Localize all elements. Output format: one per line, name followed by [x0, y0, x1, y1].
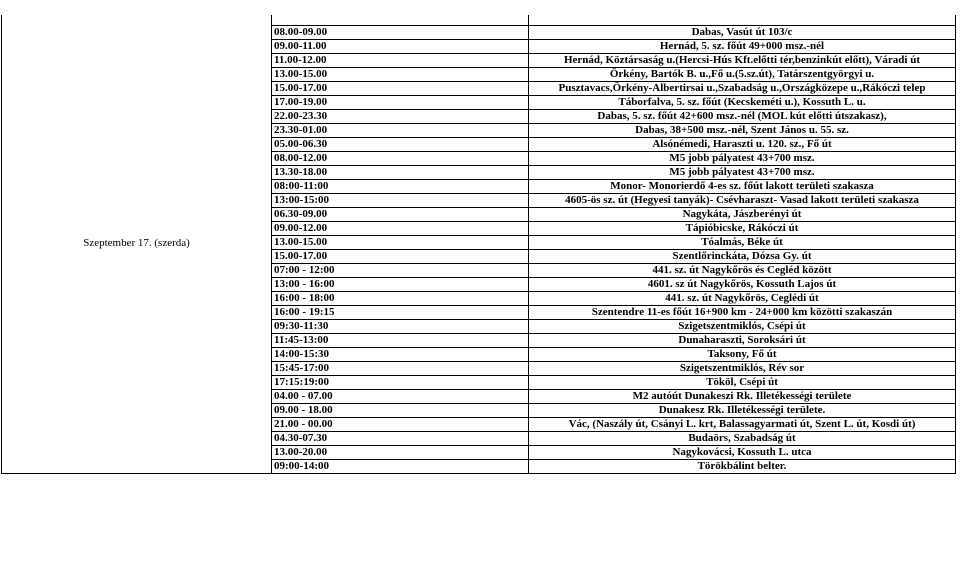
location-cell: Tököl, Csépi út — [529, 375, 956, 389]
time-cell: 15.00-17.00 — [272, 249, 529, 263]
time-cell: 16:00 - 19:15 — [272, 305, 529, 319]
time-cell: 07:00 - 12:00 — [272, 263, 529, 277]
time-cell: 13:00-15:00 — [272, 193, 529, 207]
location-cell: Dunaharaszti, Soroksári út — [529, 333, 956, 347]
date-cell: Szeptember 17. (szerda) — [2, 15, 272, 473]
location-cell: Dunakesz Rk. Illetékességi területe. — [529, 403, 956, 417]
location-cell: Táborfalva, 5. sz. főút (Kecskeméti u.), Kossuth L. u. — [529, 95, 956, 109]
table-row — [2, 15, 956, 25]
location-cell: Hernád, Köztársaság u.(Hercsi-Hús Kft.előtti tér,benzinkút előtt), Váradi út — [529, 53, 956, 67]
location-cell: Dabas, Vasút út 103/c — [529, 25, 956, 39]
time-cell: 11:45-13:00 — [272, 333, 529, 347]
location-cell: Tóalmás, Béke út — [529, 235, 956, 249]
location-cell: M5 jobb pályatest 43+700 msz. — [529, 165, 956, 179]
location-cell: Nagykovácsi, Kossuth L. utca — [529, 445, 956, 459]
time-cell: 08.00-12.00 — [272, 151, 529, 165]
location-cell: Szigetszentmiklós, Csépi út — [529, 319, 956, 333]
location-cell: Pusztavacs,Örkény-Albertirsai u.,Szabadság u.,Országközepe u.,Rákóczi telep — [529, 81, 956, 95]
time-cell: 09:00-14:00 — [272, 459, 529, 473]
time-cell: 04.30-07.30 — [272, 431, 529, 445]
time-cell: 21.00 - 00.00 — [272, 417, 529, 431]
time-cell: 09.00-12.00 — [272, 221, 529, 235]
location-cell: Szentendre 11-es főút 16+900 km - 24+000 km közötti szakaszán — [529, 305, 956, 319]
location-cell: 441. sz. út Nagykőrös, Ceglédi út — [529, 291, 956, 305]
location-cell: Örkény, Bartók B. u.,Fő u.(5.sz.út), Tatárszentgyörgyi u. — [529, 67, 956, 81]
location-cell: Dabas, 38+500 msz.-nél, Szent János u. 55. sz. — [529, 123, 956, 137]
location-cell: 4605-ös sz. út (Hegyesi tanyák)- Csévharaszt- Vasad lakott területi szakasza — [529, 193, 956, 207]
time-cell: 16:00 - 18:00 — [272, 291, 529, 305]
location-cell: Taksony, Fő út — [529, 347, 956, 361]
location-cell: Tápióbicske, Rákóczi út — [529, 221, 956, 235]
location-cell: Szigetszentmiklós, Rév sor — [529, 361, 956, 375]
location-cell: Monor- Monorierdő 4-es sz. főút lakott területi szakasza — [529, 179, 956, 193]
time-cell: 13.00-15.00 — [272, 235, 529, 249]
time-cell: 14:00-15:30 — [272, 347, 529, 361]
location-cell: Budaörs, Szabadság út — [529, 431, 956, 445]
time-cell: 15:45-17:00 — [272, 361, 529, 375]
location-cell: 441. sz. út Nagykőrös és Cegléd között — [529, 263, 956, 277]
time-cell: 06.30-09.00 — [272, 207, 529, 221]
schedule-body — [2, 15, 956, 473]
location-cell: Alsónémedi, Haraszti u. 120. sz., Fő út — [529, 137, 956, 151]
location-cell: Törökbálint belter. — [529, 459, 956, 473]
time-cell: 08.00-09.00 — [272, 25, 529, 39]
time-cell: 09.00 - 18.00 — [272, 403, 529, 417]
time-cell: 13.30-18.00 — [272, 165, 529, 179]
time-cell: 08:00-11:00 — [272, 179, 529, 193]
location-cell: Nagykáta, Jászberényi út — [529, 207, 956, 221]
time-cell: 17:15:19:00 — [272, 375, 529, 389]
time-cell: 09.00-11.00 — [272, 39, 529, 53]
time-cell: 15.00-17.00 — [272, 81, 529, 95]
location-cell: Hernád, 5. sz. főút 49+000 msz.-nél — [529, 39, 956, 53]
time-cell: 13.00-15.00 — [272, 67, 529, 81]
time-cell: 05.00-06.30 — [272, 137, 529, 151]
time-cell: 22.00-23.30 — [272, 109, 529, 123]
location-cell: Dabas, 5. sz. főút 42+600 msz.-nél (MOL kút előtti útszakasz), — [529, 109, 956, 123]
time-cell: 13:00 - 16:00 — [272, 277, 529, 291]
location-cell — [529, 15, 956, 25]
time-cell: 17.00-19.00 — [272, 95, 529, 109]
location-cell: Szentlőrinckáta, Dózsa Gy. út — [529, 249, 956, 263]
location-cell: M2 autóút Dunakeszi Rk. Illetékességi területe — [529, 389, 956, 403]
time-cell: 23.30-01.00 — [272, 123, 529, 137]
schedule-table — [1, 15, 956, 474]
time-cell: 09:30-11:30 — [272, 319, 529, 333]
time-cell: 13.00-20.00 — [272, 445, 529, 459]
location-cell: Vác, (Naszály út, Csányi L. krt, Balassagyarmati út, Szent L. út, Kosdi út) — [529, 417, 956, 431]
location-cell: 4601. sz út Nagykőrös, Kossuth Lajos út — [529, 277, 956, 291]
time-cell: 04.00 - 07.00 — [272, 389, 529, 403]
location-cell: M5 jobb pályatest 43+700 msz. — [529, 151, 956, 165]
time-cell: 11.00-12.00 — [272, 53, 529, 67]
time-cell — [272, 15, 529, 25]
